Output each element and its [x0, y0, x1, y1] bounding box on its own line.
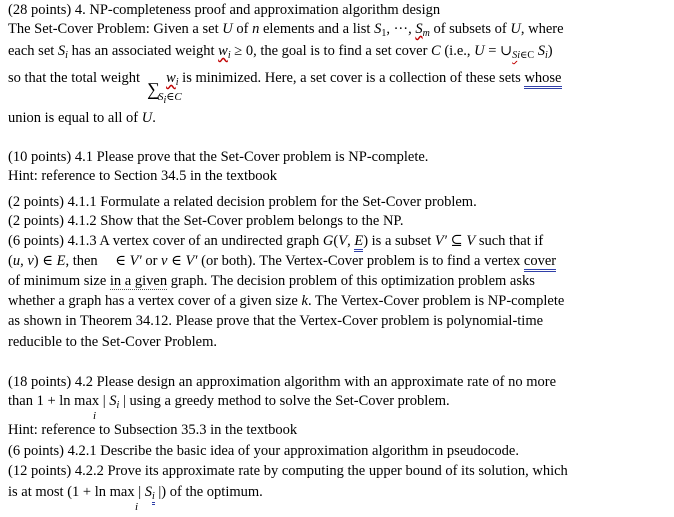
question-4-2-title: (18 points) 4.2 Please design an approximation algorithm with an approximate rate of no more	[8, 374, 557, 390]
problem-intro-line-4: union is equal to all of U.	[8, 110, 156, 126]
question-4-1-3-line-4: whether a graph has a vertex cover of a given size k. The Vertex-Cover problem is NP-complete	[8, 293, 565, 309]
question-4-1-1: (2 points) 4.1.1 Formulate a related decision problem for the Set-Cover problem.	[8, 194, 477, 210]
max-index-4-2: i	[93, 410, 97, 422]
question-4-1-hint: Hint: reference to Section 34.5 in the textbook	[8, 168, 277, 184]
question-4-1-title: (10 points) 4.1 Please prove that the Set-Cover problem is NP-complete.	[8, 149, 429, 165]
question-4-1-3-line-1: (6 points) 4.1.3 A vertex cover of an undirected graph G(V, E) is a subset V′ ⊆ V such that if	[8, 233, 543, 250]
problem-intro-line-1: The Set-Cover Problem: Given a set U of n elements and a list $S_1$, ···, $S_m$ of subsets of U, where	[8, 21, 564, 39]
problem-title: (28 points) 4. NP-completeness proof and approximation algorithm design	[8, 2, 441, 18]
problem-intro-line-3: so that the total weight ∑ $w_i$ is minimized. Here, a set cover is a collection of these sets whose	[8, 70, 562, 99]
question-4-2-1: (6 points) 4.2.1 Describe the basic idea of your approximation algorithm in pseudocode.	[8, 443, 519, 459]
question-4-1-3-line-3: of minimum size in a given graph. The decision problem of this optimization problem asks	[8, 273, 535, 289]
question-4-2-hint: Hint: reference to Subsection 35.3 in the textbook	[8, 422, 298, 438]
problem-intro-line-2: each set $S_i$ has an associated weight $w_i \ge 0$, the goal is to find a set cover C (i.e., $U = \cup_{Si\in C}$ $S_i$)	[8, 43, 553, 61]
max-index-4-2-2: i	[135, 501, 139, 513]
question-4-1-3-line-6: reducible to the Set-Cover Problem.	[8, 334, 217, 350]
question-4-1-3-line-2: (u, v) ∈ E, then ∈ V′ or v ∈ V′ (or both). The Vertex-Cover problem is to find a vertex cover	[8, 253, 556, 270]
summation-index: Si∈C	[158, 91, 182, 106]
question-4-1-3-line-5: as shown in Theorem 34.12. Please prove that the Vertex-Cover problem is polynomial-time	[8, 313, 544, 329]
question-4-1-2: (2 points) 4.1.2 Show that the Set-Cover problem belongs to the NP.	[8, 213, 404, 229]
question-4-2-2-line-2: is at most (1 + ln max | $S_i$ |) of the optimum.	[8, 484, 263, 502]
question-4-2-2-line-1: (12 points) 4.2.2 Prove its approximate rate by computing the upper bound of its solution, which	[8, 463, 568, 479]
question-4-2-line-2: than 1 + ln max | $S_i$ | using a greedy method to solve the Set-Cover problem.	[8, 393, 450, 411]
